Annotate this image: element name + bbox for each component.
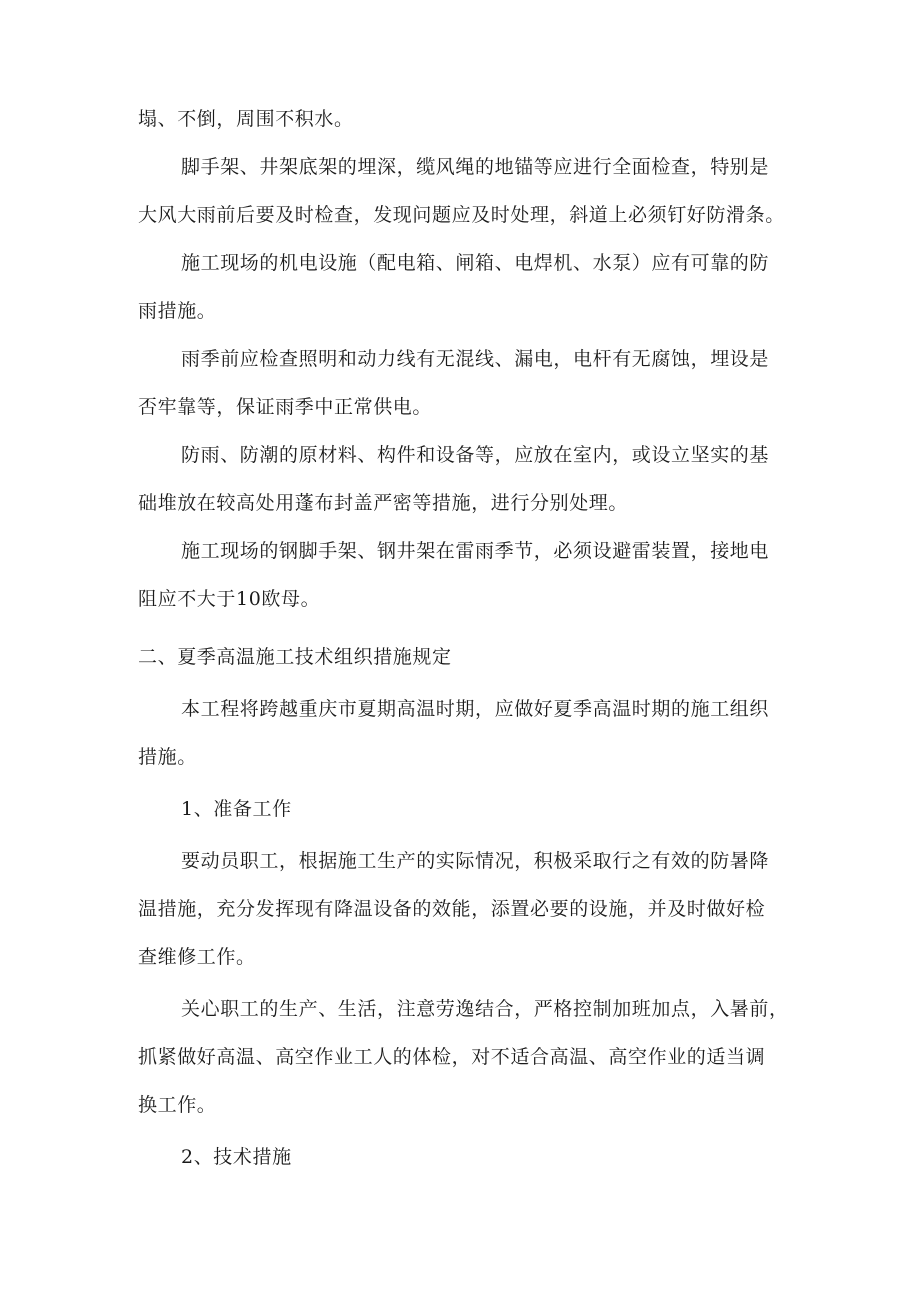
text-line-5: 雨措施。	[138, 300, 217, 322]
text-line-9: 础堆放在较高处用蓬布封盖严密等措施，进行分别处理。	[138, 492, 629, 514]
text-line-6: 雨季前应检查照明和动力线有无混线、漏电，电杆有无腐蚀，埋设是	[181, 348, 770, 370]
text-line-20: 抓紧做好高温、高空作业工人的体检，对不适合高温、高空作业的适当调	[138, 1046, 766, 1068]
text-line-10: 施工现场的钢脚手架、钢井架在雷雨季节，必须设避雷装置，接地电	[181, 540, 770, 562]
text-line-18: 查维修工作。	[138, 946, 256, 968]
text-line-16: 要动员职工，根据施工生产的实际情况，积极采取行之有效的防暑降	[181, 850, 770, 872]
text-line-11: 阻应不大于10欧母。	[138, 588, 321, 610]
subheading-2: 2、技术措施	[181, 1146, 292, 1168]
section-heading-2: 二、夏季高温施工技术组织措施规定	[138, 646, 452, 668]
text-line-14: 措施。	[138, 746, 197, 768]
text-line-8: 防雨、防潮的原材料、构件和设备等，应放在室内，或设立坚实的基	[181, 444, 770, 466]
text-line-2: 脚手架、井架底架的埋深，缆风绳的地锚等应进行全面检查，特别是	[181, 156, 770, 178]
text-line-13: 本工程将跨越重庆市夏期高温时期，应做好夏季高温时期的施工组织	[181, 698, 770, 720]
text-line-7: 否牢靠等，保证雨季中正常供电。	[138, 396, 433, 418]
text-line-21: 换工作。	[138, 1094, 217, 1116]
text-line-1: 塌、不倒，周围不积水。	[138, 108, 354, 130]
subheading-1: 1、准备工作	[181, 798, 292, 820]
text-line-19: 关心职工的生产、生活，注意劳逸结合，严格控制加班加点，入暑前，	[181, 998, 789, 1020]
text-line-3: 大风大雨前后要及时检查，发现问题应及时处理，斜道上必须钉好防滑条。	[138, 204, 785, 226]
text-line-17: 温措施，充分发挥现有降温设备的效能，添置必要的设施，并及时做好检	[138, 898, 766, 920]
text-line-4: 施工现场的机电设施（配电箱、闸箱、电焊机、水泵）应有可靠的防	[181, 252, 770, 274]
